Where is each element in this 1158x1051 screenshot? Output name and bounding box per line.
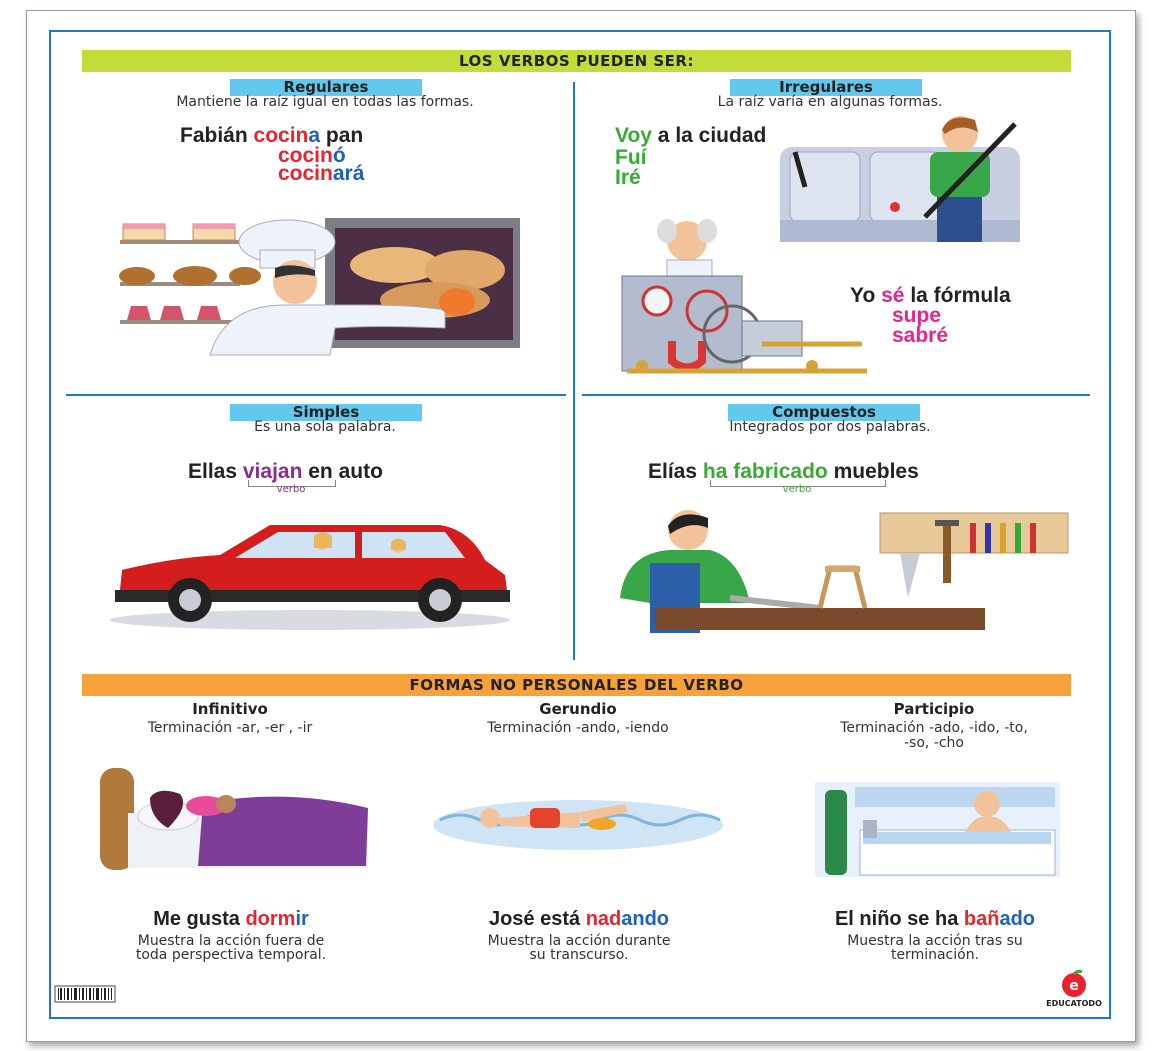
simples-desc: Es una sola palabra. — [254, 419, 396, 435]
gerundio-example: José está nadando — [488, 908, 670, 930]
compuestos-desc: Integrados por dos palabras. — [729, 419, 931, 435]
girl-sleeping-illustration — [98, 758, 373, 873]
participio-head: Participio — [893, 700, 975, 718]
irregulares-sabre: sabré — [892, 324, 949, 347]
participio-desc-1: Muestra la acción tras su — [847, 933, 1023, 949]
irregulares-sentence-voy: Voy a la ciudad — [615, 124, 767, 147]
compuestos-verb-note: verbo — [782, 484, 812, 495]
irregulares-tag: Irregulares — [730, 79, 922, 96]
infinitivo-desc-1: Muestra la acción fuera de — [137, 933, 325, 949]
svg-text:e: e — [1069, 978, 1079, 994]
barcode-icon — [55, 986, 115, 1002]
infinitivo-example: Me gusta dormir — [153, 908, 309, 930]
participio-example: El niño se ha bañado — [834, 908, 1036, 930]
participio-desc-2: terminación. — [890, 947, 980, 963]
participio-term-2: -so, -cho — [904, 735, 964, 751]
gerundio-desc-2: su transcurso. — [529, 947, 629, 963]
infinitivo-desc-2: toda perspectiva temporal. — [135, 947, 327, 963]
svg-text:EDUCATODO: EDUCATODO — [1046, 999, 1102, 1008]
irregulares-supe: supe — [892, 304, 942, 327]
scientist-machine-illustration — [612, 216, 872, 381]
irregulares-ire: Iré — [615, 166, 641, 189]
regulares-sentence-1: Fabián cocina pan — [180, 124, 364, 147]
carpenter-illustration — [610, 508, 1070, 638]
irregulares-sentence-yo: Yo sé la fórmula — [850, 284, 1011, 307]
infinitivo-term: Terminación -ar, -er , -ir — [147, 720, 313, 736]
gerundio-head: Gerundio — [539, 700, 617, 718]
chef-baking-illustration — [115, 210, 525, 355]
horizontal-divider-right — [582, 394, 1090, 396]
horizontal-divider-left — [66, 394, 566, 396]
regulares-sentence-2: cocinó — [278, 144, 346, 167]
formas-title-bar: FORMAS NO PERSONALES DEL VERBO — [82, 674, 1071, 696]
infinitivo-head: Infinitivo — [192, 700, 268, 718]
simples-tag: Simples — [230, 404, 422, 421]
regulares-sentence-3: cocinará — [278, 162, 365, 185]
compuestos-tag: Compuestos — [728, 404, 920, 421]
regulares-tag: Regulares — [230, 79, 422, 96]
boy-bathtub-illustration — [815, 782, 1060, 877]
compuestos-sentence: Elías ha fabricado muebles — [648, 460, 919, 483]
gerundio-term: Terminación -ando, -iendo — [487, 720, 669, 736]
red-car-illustration — [110, 520, 515, 630]
main-title-bar: LOS VERBOS PUEDEN SER: — [82, 50, 1071, 72]
simples-sentence: Ellas viajan en auto — [188, 460, 383, 483]
vertical-divider — [573, 82, 575, 660]
simples-verb-note: verbo — [276, 484, 306, 495]
participio-term-1: Terminación -ado, -ido, -to, — [840, 720, 1028, 736]
irregulares-desc: La raíz varía en algunas formas. — [717, 94, 943, 110]
educatodo-logo — [1046, 970, 1102, 1010]
irregulares-fui: Fuí — [615, 146, 647, 169]
boy-swimming-illustration — [430, 790, 725, 855]
regulares-desc: Mantiene la raíz igual en todas las formas. — [176, 94, 474, 110]
gerundio-desc-1: Muestra la acción durante — [487, 933, 671, 949]
